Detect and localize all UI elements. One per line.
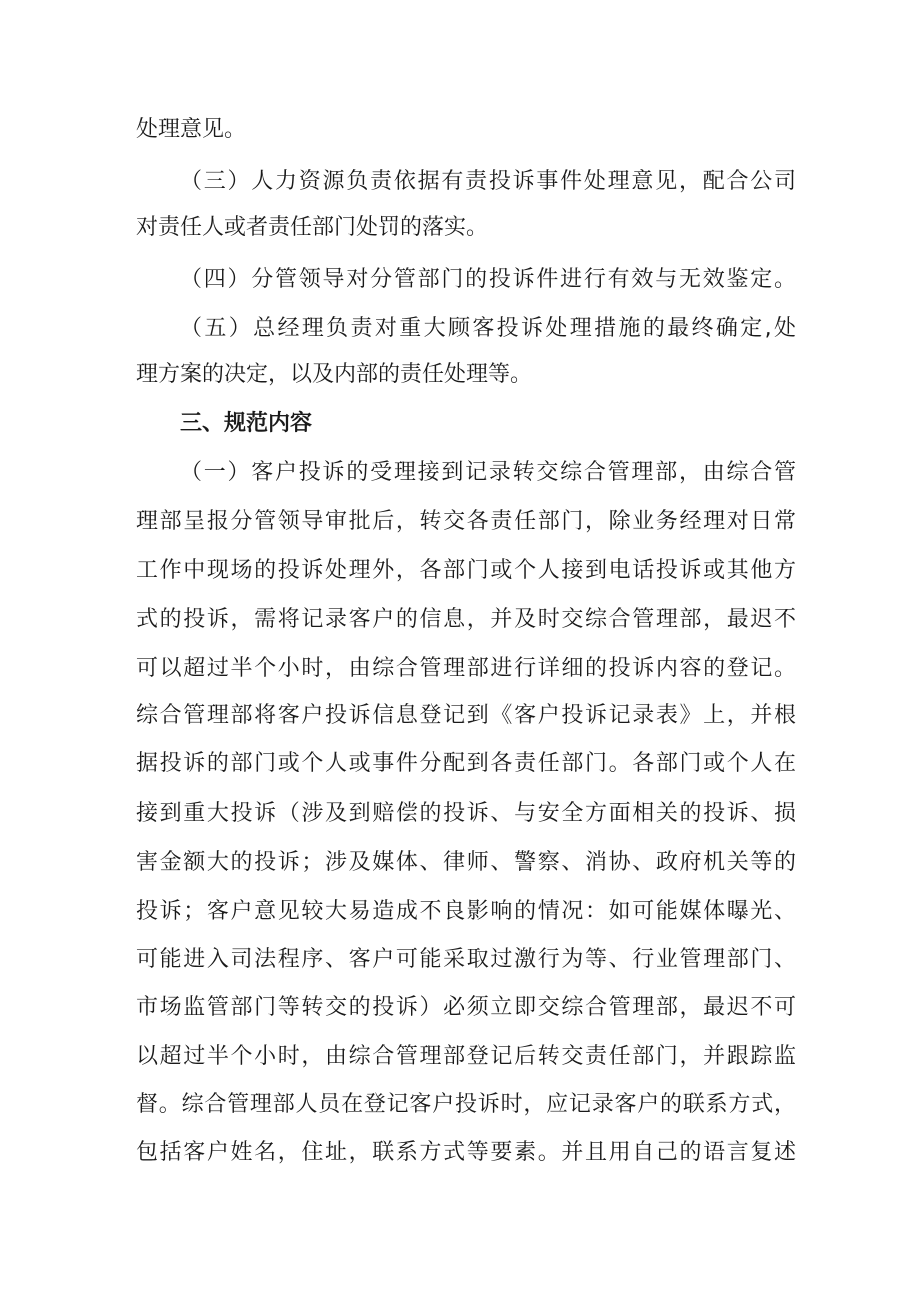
paragraph-line: （一）客户投诉的受理接到记录转交综合管理部，由综合管 <box>180 460 796 485</box>
section-heading: 三、规范内容 <box>180 411 313 436</box>
paragraph-line: 害金额大的投诉；涉及媒体、律师、警察、消协、政府机关等的 <box>136 850 796 875</box>
paragraph-line: 市场监管部门等转交的投诉）必须立即交综合管理部，最迟不可 <box>136 995 796 1020</box>
paragraph-line: 以超过半个小时，由综合管理部登记后转交责任部门，并跟踪监 <box>136 1044 796 1069</box>
paragraph-line: （五）总经理负责对重大顾客投诉处理措施的最终确定,处 <box>180 316 796 341</box>
paragraph-line: 理部呈报分管领导审批后，转交各责任部门，除业务经理对日常 <box>136 509 796 534</box>
paragraph-line: 式的投诉，需将记录客户的信息，并及时交综合管理部，最迟不 <box>136 607 796 632</box>
paragraph-line: 工作中现场的投诉处理外，各部门或个人接到电话投诉或其他方 <box>136 558 796 583</box>
paragraph-line: 理方案的决定，以及内部的责任处理等。 <box>136 362 533 387</box>
paragraph-line: 包括客户姓名，住址，联系方式等要素。并且用自己的语言复述 <box>136 1140 796 1165</box>
paragraph-line: 处理意见。 <box>136 117 247 142</box>
paragraph-line: 可能进入司法程序、客户可能采取过激行为等、行业管理部门、 <box>136 947 796 972</box>
paragraph-line: 投诉；客户意见较大易造成不良影响的情况：如可能媒体曝光、 <box>136 899 796 924</box>
paragraph-line: 接到重大投诉（涉及到赔偿的投诉、与安全方面相关的投诉、损 <box>136 801 796 826</box>
paragraph-line: 督。综合管理部人员在登记客户投诉时，应记录客户的联系方式， <box>136 1092 796 1117</box>
paragraph-line: 综合管理部将客户投诉信息登记到《客户投诉记录表》上，并根 <box>136 703 796 728</box>
paragraph-line: 对责任人或者责任部门处罚的落实。 <box>136 215 489 240</box>
paragraph-line: （四）分管领导对分管部门的投诉件进行有效与无效鉴定。 <box>180 267 796 292</box>
paragraph-line: 据投诉的部门或个人或事件分配到各责任部门。各部门或个人在 <box>136 751 796 776</box>
paragraph-line: 可以超过半个小时，由综合管理部进行详细的投诉内容的登记。 <box>136 656 796 681</box>
paragraph-line: （三）人力资源负责依据有责投诉事件处理意见，配合公司 <box>180 169 796 194</box>
